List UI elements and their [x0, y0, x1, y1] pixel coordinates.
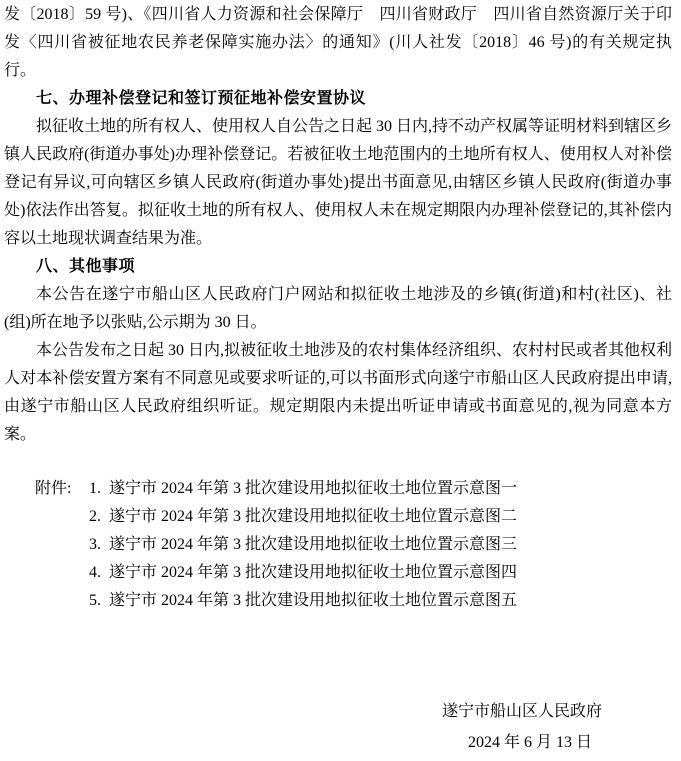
attachments-list	[35, 475, 672, 615]
section-heading-seven: 七、办理补偿登记和签订预征地补偿安置协议	[36, 90, 367, 107]
signature-block	[4, 698, 672, 757]
attachment-title: 遂宁市 2024 年第 3 批次建设用地拟征收土地位置示意图三	[109, 536, 518, 553]
attachment-item-5	[35, 587, 672, 615]
attachment-item-4	[35, 559, 672, 587]
attachment-number: 3.	[89, 536, 101, 553]
signature-date: 2024 年 6 月 13 日	[467, 734, 592, 751]
section-heading-eight: 八、其他事项	[36, 258, 136, 275]
attachment-item-3	[35, 531, 672, 559]
paragraph-hearing-request: 本公告发布之日起 30 日内,拟被征收土地涉及的农村集体经济组织、农村村民或者其他权利人对本补偿安置方案有不同意见或要求听证的,可以书面形式向遂宁市船山区人民政府提出申请,由遂宁市船山区人民政府组织听证。规定期限内未提出听证申请或书面意见的,视为同意本方案。	[4, 342, 673, 443]
attachment-number: 2.	[89, 508, 101, 525]
attachment-title: 遂宁市 2024 年第 3 批次建设用地拟征收土地位置示意图五	[109, 592, 518, 609]
paragraph-compensation-registration: 拟征收土地的所有权人、使用权人自公告之日起 30 日内,持不动产权属等证明材料到辖区乡镇人民政府(街道办事处)办理补偿登记。若被征收土地范围内的土地所有权人、使用权人对补偿登记有异议,可向辖区乡镇人民政府(街道办事处)提出书面意见,由辖区乡镇人民政府(街道办事处)依法作出答复。拟征收土地的所有权人、使用权人未在规定期限内办理补偿登记的,其补偿内容以土地现状调查结果为准。	[4, 118, 673, 247]
signature-issuer: 遂宁市船山区人民政府	[441, 703, 602, 720]
attachments-label: 附件:	[35, 480, 72, 497]
attachment-number: 1.	[89, 480, 101, 497]
attachment-title: 遂宁市 2024 年第 3 批次建设用地拟征收土地位置示意图四	[109, 564, 518, 581]
attachment-title: 遂宁市 2024 年第 3 批次建设用地拟征收土地位置示意图一	[109, 480, 518, 497]
spacer	[35, 503, 89, 531]
paragraph-posting-period: 本公告在遂宁市船山区人民政府门户网站和拟征收土地涉及的乡镇(街道)和村(社区)、社(组)所在地予以张贴,公示期为 30 日。	[4, 286, 672, 331]
spacer	[35, 587, 89, 615]
spacer	[35, 531, 89, 559]
attachment-number: 5.	[89, 592, 101, 609]
attachment-title: 遂宁市 2024 年第 3 批次建设用地拟征收土地位置示意图二	[109, 508, 518, 525]
attachment-item-2	[35, 503, 672, 531]
attachment-number: 4.	[89, 564, 101, 581]
attachment-item-1	[35, 475, 672, 503]
spacer	[35, 559, 89, 587]
paragraph-continuation: 发〔2018〕59 号)、《四川省人力资源和社会保障厅 四川省财政厅 四川省自然资源厅关于印发〈四川省被征地农民养老保障实施办法〉的通知》(川人社发〔2018〕46 号)的有关规定执行。	[4, 6, 672, 79]
